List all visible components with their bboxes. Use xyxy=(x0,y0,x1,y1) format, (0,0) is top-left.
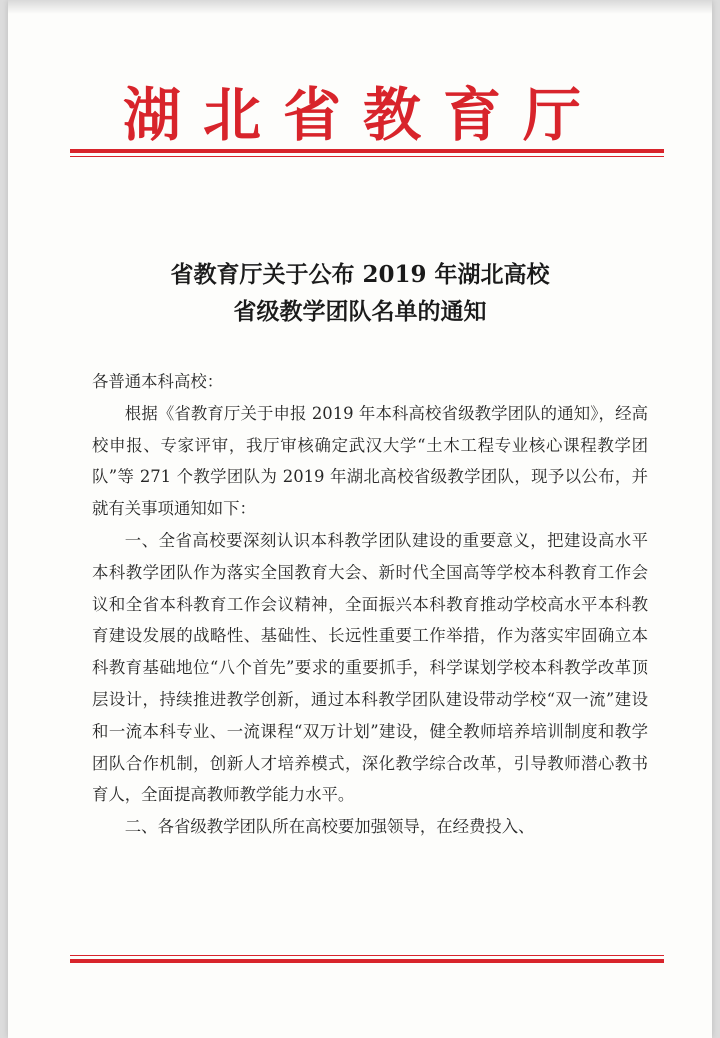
footer-rule-thin xyxy=(70,955,664,956)
document-page xyxy=(8,0,712,1038)
document-title-line-2: 省级教学团队名单的通知 xyxy=(233,298,487,325)
footer-rule-thick xyxy=(70,959,664,963)
paragraph-intro: 根据《省教育厅关于申报 2019 年本科高校省级教学团队的通知》，经高校申报、专家评审，我厅审核确定武汉大学“土木工程专业核心课程教学团队”等 271 个教学团队为 2019 年湖北高校省级教学团队，现予以公布，并就有关事项通知如下： xyxy=(92,403,648,519)
document-title-line-1: 省教育厅关于公布 2019 年湖北高校 xyxy=(170,261,550,288)
document-title xyxy=(48,256,672,330)
salutation: 各普通本科高校： xyxy=(92,372,224,391)
letterhead-rule-thin xyxy=(70,156,664,157)
paragraph-item-1: 一、全省高校要深刻认识本科教学团队建设的重要意义，把建设高水平本科教学团队作为落实全国教育大会、新时代全国高等学校本科教育工作会议和全省本科教育工作会议精神，全面振兴本科教育推动学校高水平本科教育建设发展的战略性、基础性、长远性重要工作举措，作为落实牢固确立本科教育基础地位“八个首先”要求的重要抓手，科学谋划学校本科教学改革顶层设计，持续推进教学创新，通过本科教学团队建设带动学校“双一流”建设和一流本科专业、一流课程“双万计划”建设，健全教师培养培训制度和教学团队合作机制，创新人才培养模式，深化教学综合改革，引导教师潜心教书育人，全面提高教师教学能力水平。 xyxy=(92,530,648,805)
page-shadow xyxy=(8,0,712,14)
letterhead-issuer: 湖北省教育厅 xyxy=(122,81,603,149)
paragraph-item-2: 二、各省级教学团队所在高校要加强领导，在经费投入、 xyxy=(124,817,535,837)
document-body xyxy=(92,366,648,843)
letterhead-rule-thick xyxy=(70,149,664,153)
